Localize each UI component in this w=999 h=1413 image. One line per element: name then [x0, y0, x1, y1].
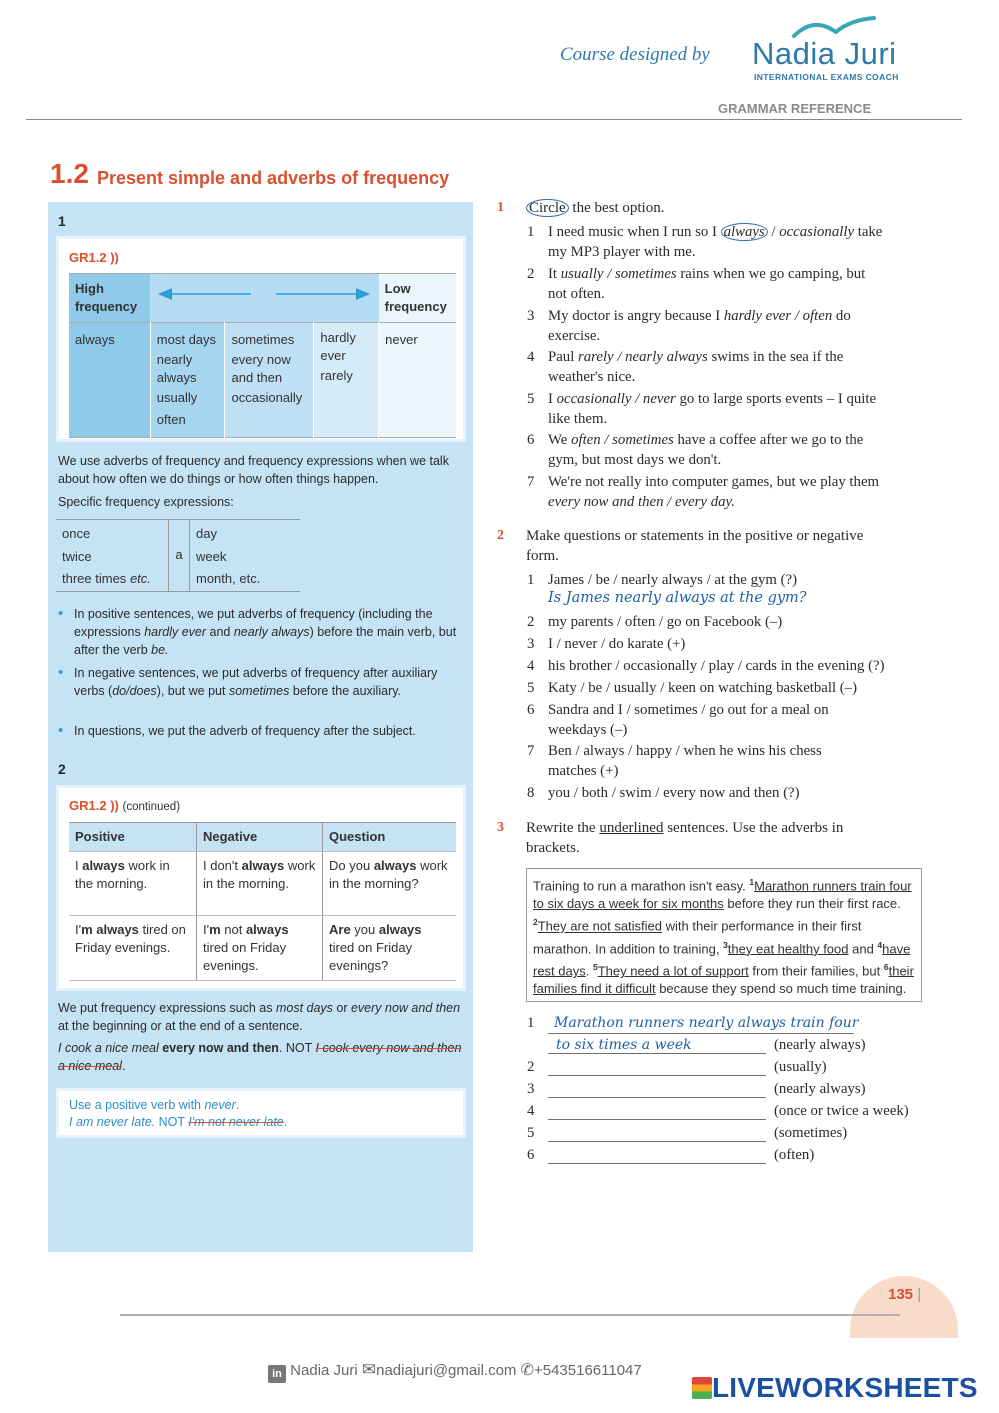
- ex3-row-4-number: 4: [527, 1103, 535, 1119]
- circled-answer[interactable]: always: [721, 223, 768, 241]
- spec-col-2: a: [169, 520, 190, 592]
- footer-divider: [120, 1314, 900, 1316]
- freq-word: never: [385, 332, 418, 347]
- freq-word: sometimes: [231, 332, 295, 347]
- page-title: Present simple and adverbs of frequency: [97, 168, 450, 188]
- pnq-table: [69, 822, 456, 981]
- phone-icon: ✆: [520, 1362, 534, 1379]
- ex2-answer-1[interactable]: Is James nearly always at the gym?: [548, 590, 807, 606]
- ex3-answer-line-3[interactable]: [548, 1097, 766, 1098]
- page-number: 135 |: [888, 1286, 922, 1303]
- ex3-row-1-number: 1: [527, 1015, 535, 1031]
- pnq-box: [56, 785, 466, 991]
- cell-question-1: Do you always work in the morning?: [323, 852, 457, 916]
- spec-etc: etc.: [129, 571, 151, 586]
- spec-col-3: [190, 520, 301, 592]
- cell-positive-2: I'm always tired on Friday evenings.: [69, 916, 197, 981]
- freq-word: hardly ever: [320, 330, 356, 363]
- frequency-arrow: [150, 274, 378, 323]
- contact-bar: [268, 1360, 642, 1383]
- ex3-row-4-hint: (once or twice a week): [774, 1103, 909, 1119]
- question-header: Question: [323, 823, 457, 852]
- cell-negative-2: I'm not always tired on Friday evenings.: [197, 916, 323, 981]
- brand-name: Nadia Juri: [752, 36, 897, 71]
- freq-word: nearly always: [156, 352, 197, 385]
- section-number: 1.2: [50, 158, 89, 189]
- high-frequency-header: High frequency: [69, 274, 150, 323]
- bullet-negative: • In negative sentences, we put adverbs of frequency after auxiliary verbs (do/does), but we put sometimes before the auxiliary.: [56, 664, 461, 700]
- course-designed-by: Course designed by: [560, 44, 710, 65]
- specific-label: Specific frequency expressions:: [58, 495, 234, 509]
- ex3-row-3-number: 3: [527, 1081, 535, 1097]
- section-label: GRAMMAR REFERENCE: [718, 101, 872, 116]
- ex3-answer-1-line-2[interactable]: to six times a week: [556, 1037, 692, 1053]
- position-paragraph: We put frequency expressions such as most days or every now and then at the beginning or at the end of a sentence.: [58, 1001, 461, 1033]
- liveworksheets-logo[interactable]: LIVEWORKSHEETS: [692, 1372, 978, 1404]
- ex3-answer-line-2[interactable]: [548, 1075, 766, 1076]
- brand-subtitle: INTERNATIONAL EXAMS COACH: [754, 72, 899, 82]
- example-sentence: I cook a nice meal every now and then. NOT I cook every now and then a nice meal.: [58, 1041, 462, 1073]
- spec-word: week: [196, 548, 227, 564]
- part-1-label: 1: [58, 213, 66, 229]
- gr-label-2: GR1.2 )) (continued): [69, 798, 181, 813]
- answer-line: [548, 1033, 854, 1034]
- ex3-row-2-hint: (usually): [774, 1059, 827, 1075]
- low-frequency-header: Low frequency: [379, 274, 456, 323]
- col-mid: [225, 323, 314, 438]
- spec-word: once: [62, 526, 91, 541]
- freq-word: often: [156, 412, 186, 427]
- cell-positive-1: I always work in the morning.: [69, 852, 197, 916]
- ex3-answer-line-1[interactable]: [548, 1053, 766, 1054]
- exercise-1-instruction: Circle the best option.: [526, 199, 664, 219]
- ex3-row-1-hint: (nearly always): [774, 1037, 866, 1053]
- freq-word: usually: [156, 390, 198, 405]
- specific-expressions-table: [56, 519, 300, 592]
- col-low: [314, 323, 379, 438]
- ex3-row-3-hint: (nearly always): [774, 1081, 866, 1097]
- linkedin-icon: in: [268, 1365, 286, 1383]
- ex3-row-6-number: 6: [527, 1147, 535, 1163]
- col-never: [379, 323, 456, 438]
- spec-word: day: [196, 526, 217, 541]
- double-arrow-icon: [156, 284, 372, 306]
- col-always: [69, 323, 150, 438]
- cell-question-2: Are you always tired on Friday evenings?: [323, 916, 457, 981]
- bullet-questions: • In questions, we put the adverb of frequency after the subject.: [56, 722, 461, 740]
- phone-number[interactable]: +543516611047: [533, 1362, 642, 1379]
- grammar-reference-panel: [48, 202, 473, 1252]
- liveworksheets-badge-icon: [692, 1377, 712, 1399]
- freq-word: always: [75, 332, 115, 347]
- email-address[interactable]: nadiajuri@gmail.com: [376, 1362, 517, 1379]
- frequency-table: [69, 273, 456, 438]
- ex3-answer-line-6[interactable]: [548, 1163, 766, 1164]
- linkedin-name[interactable]: Nadia Juri: [290, 1362, 358, 1379]
- ex3-row-5-hint: (sometimes): [774, 1125, 848, 1141]
- exercise-1-number: 1: [497, 200, 504, 215]
- audio-icon[interactable]: )): [106, 798, 119, 813]
- never-note-box: [56, 1088, 466, 1138]
- cell-negative-1: I don't always work in the morning.: [197, 852, 323, 916]
- exercise-3-number: 3: [497, 820, 504, 835]
- positive-header: Positive: [69, 823, 197, 852]
- never-note: Use a positive verb with never. I am never late. NOT I'm not never late.: [69, 1098, 288, 1129]
- spec-word: month, etc.: [196, 571, 261, 586]
- marathon-passage: Training to run a marathon isn't easy. $^1$Marathon runners train four to six days a week for six months before they run their first race. $^2$They are not satisfied with their performance in their first marathon. In addition to training, $^3$they eat healthy food and $^4$have rest days. $^5$They need a lot of support from their families, but $^6$their families find it difficult because they spend so much time training.: [526, 868, 922, 1002]
- ex3-row-5-number: 5: [527, 1125, 535, 1141]
- ex3-answer-line-5[interactable]: [548, 1141, 766, 1142]
- usage-paragraph: We use adverbs of frequency and frequency expressions when we talk about how often we do things or how often things happen.: [58, 454, 449, 486]
- freq-word: rarely: [320, 368, 353, 383]
- ex3-answer-1-line-1[interactable]: Marathon runners nearly always train four: [554, 1015, 859, 1031]
- ex3-row-2-number: 2: [527, 1059, 535, 1075]
- negative-header: Negative: [197, 823, 323, 852]
- spec-word: three times: [62, 571, 127, 586]
- gr-label: GR1.2 )): [69, 250, 119, 265]
- exercise-2-instruction: Make questions or statements in the positive or negative form.: [526, 528, 864, 564]
- mail-icon: ✉: [361, 1360, 377, 1379]
- header-divider: [26, 119, 962, 120]
- spec-word: twice: [62, 548, 92, 564]
- exercise-3-instruction: Rewrite the underlined sentences. Use the adverbs in brackets.: [526, 820, 844, 856]
- part-2-label: 2: [58, 761, 66, 777]
- frequency-box: [56, 236, 466, 442]
- exercise-2-number: 2: [497, 528, 504, 543]
- freq-word: occasionally: [231, 390, 303, 405]
- spec-col-1: [56, 520, 169, 592]
- ex3-row-6-hint: (often): [774, 1147, 815, 1163]
- freq-word: most days: [156, 332, 217, 347]
- freq-word: every now and then: [231, 352, 291, 385]
- bullet-positive: • In positive sentences, we put adverbs of frequency (including the expressions hardly ever and nearly always) before the main verb, but after the verb be.: [56, 605, 461, 659]
- audio-icon[interactable]: )): [106, 250, 119, 265]
- ex3-answer-line-4[interactable]: [548, 1119, 766, 1120]
- col-high: [150, 323, 225, 438]
